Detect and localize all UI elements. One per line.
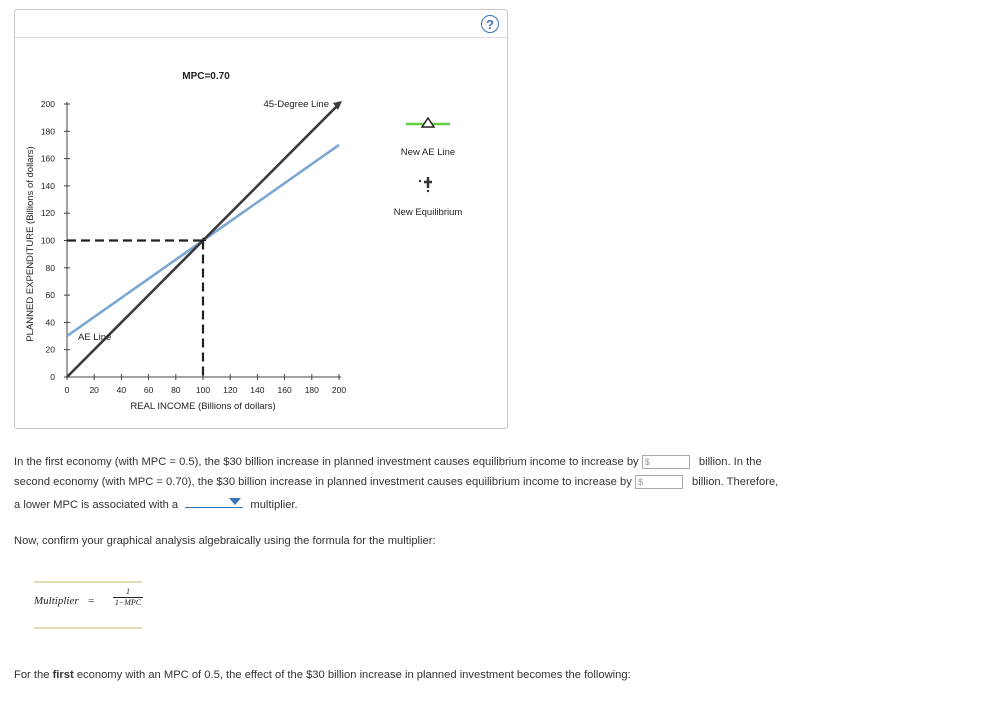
y-tick-label: 20 — [45, 344, 55, 355]
question-line-3 — [14, 495, 298, 511]
question-text: billion. In the — [698, 455, 762, 468]
question-text: economy with an MPC of 0.5, the effect of the $30 billion increase in planned investment becomes the following: — [76, 669, 631, 681]
question-text: For the — [14, 669, 50, 681]
question-text: a lower MPC is associated with a — [14, 499, 179, 511]
question-text: multiplier. — [250, 499, 298, 511]
x-tick-label: 80 — [171, 385, 181, 395]
multiplier-size-dropdown[interactable] — [185, 495, 243, 508]
y-tick-label: 60 — [45, 290, 55, 301]
formula-expression — [34, 587, 142, 607]
chevron-down-icon — [229, 498, 241, 505]
help-icon[interactable]: ? — [481, 15, 499, 33]
y-tick-label: 120 — [40, 208, 55, 219]
legend-new-ae-line-label: New AE Line — [400, 147, 456, 158]
first-economy-text — [14, 669, 631, 681]
cross-icon-dot — [419, 180, 421, 182]
question-text: second economy (with MPC = 0.70), the $30 billion increase in planned investment causes equilibrium income to increase by — [14, 475, 632, 488]
x-tick-label: 200 — [331, 385, 347, 395]
x-tick-label: 120 — [223, 385, 238, 395]
x-tick-label: 160 — [277, 385, 292, 395]
emphasis-text: first — [52, 669, 74, 681]
question-line-1 — [14, 455, 762, 469]
instruction-text: Now, confirm your graphical analysis algebraically using the formula for the multiplier: — [14, 535, 436, 547]
x-tick-label: 20 — [89, 385, 99, 395]
y-tick-label: 160 — [40, 153, 55, 164]
legend-new-equilibrium-label: New Equilibrium — [393, 207, 463, 218]
y-tick-label: 100 — [40, 235, 55, 246]
x-axis-label: REAL INCOME (Billions of dollars) — [130, 401, 276, 412]
y-tick-label: 80 — [45, 262, 55, 273]
x-tick-label: 180 — [304, 385, 319, 395]
x-tick-label: 0 — [64, 385, 70, 395]
formula-label: Multiplier — [34, 595, 79, 607]
formula-denominator: 1−MPC — [114, 598, 142, 607]
y-axis-label: PLANNED EXPENDITURE (Billions of dollars) — [25, 146, 36, 342]
formula-fraction — [113, 587, 143, 608]
x-tick-label: 40 — [116, 385, 127, 395]
question-text: In the first economy (with MPC = 0.5), the $30 billion increase in planned investment causes equilibrium income to increase by — [14, 455, 639, 468]
forty-five-degree-line-label: 45-Degree Line — [263, 99, 329, 110]
series-labels — [78, 99, 329, 343]
x-tick-label: 140 — [250, 385, 265, 395]
formula-equals: = — [87, 595, 95, 607]
legend — [394, 118, 463, 218]
formula-numerator: 1 — [113, 587, 143, 598]
y-tick-label: 0 — [50, 372, 55, 382]
answer-input-second-economy[interactable]: $ — [635, 475, 683, 489]
multiplier-formula — [34, 581, 142, 629]
x-tick-label: 100 — [195, 385, 211, 395]
ae-line-label: AE Line — [78, 332, 112, 344]
answer-input-first-economy[interactable]: $ — [642, 455, 690, 469]
x-tick-label: 60 — [143, 385, 154, 395]
cross-icon-dot — [427, 190, 429, 192]
question-text: billion. Therefore, — [692, 475, 779, 488]
question-line-2 — [14, 475, 778, 489]
y-tick-label: 140 — [40, 180, 55, 191]
triangle-icon — [422, 118, 434, 127]
y-tick-label: 200 — [40, 99, 55, 109]
y-tick-label: 180 — [40, 126, 55, 137]
y-tick-label: 40 — [45, 317, 55, 328]
chart-title: MPC=0.70 — [182, 71, 230, 82]
